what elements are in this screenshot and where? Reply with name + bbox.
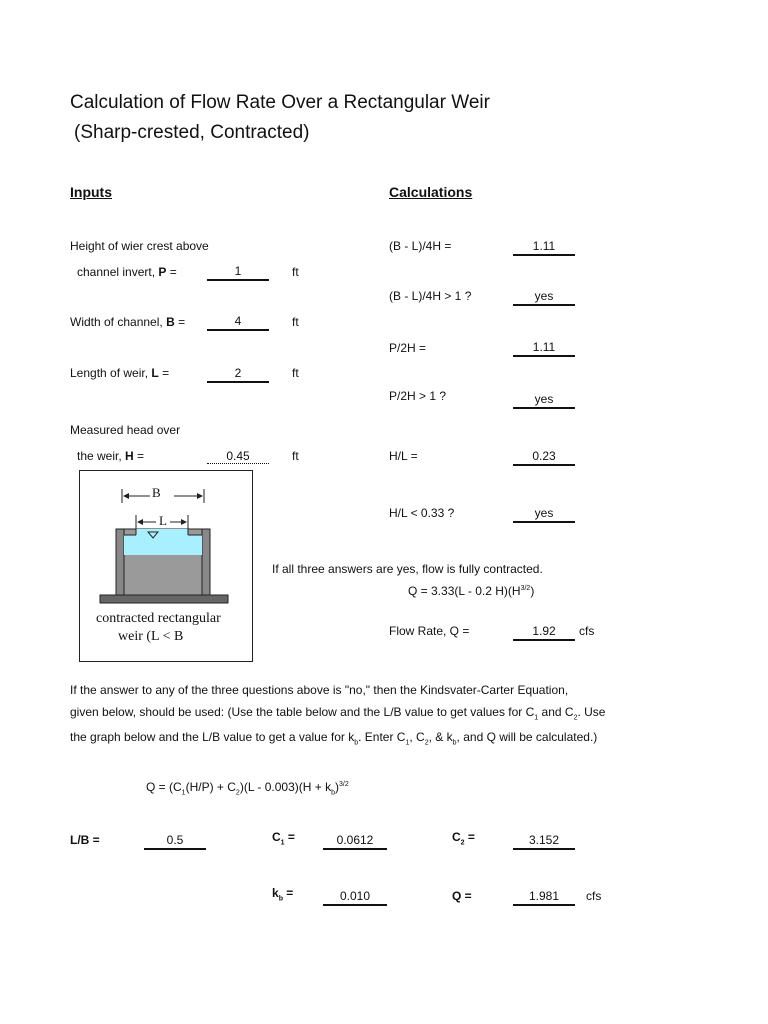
calc-row-3-label: P/2H = [389, 341, 427, 355]
c2-value-field[interactable]: 3.152 [513, 833, 575, 850]
page-title: Calculation of Flow Rate Over a Rectangular Weir [70, 92, 490, 113]
diagram-label-l-text: L [159, 513, 167, 528]
p-unit: ft [292, 265, 299, 279]
kc-equation: $Q = (C_1(H/P) + C_2)(L - 0.003)(H + k_b)^{3/2}$ [146, 780, 349, 797]
b-value-field[interactable]: 4 [207, 314, 269, 331]
q-label: Q = [452, 889, 472, 903]
lb-value-field[interactable]: 0.5 [144, 833, 206, 850]
calc-row-4-label: P/2H > 1 ? [389, 389, 447, 403]
kc-paragraph-line2: given below, should be used: (Use the table below and the L/B value to get values for $C_1$ and $C_2$. Use [70, 705, 606, 722]
calc-row-4-value: yes [513, 392, 575, 409]
inputs-heading: Inputs [70, 184, 112, 200]
kb-label: $k_b$ = [272, 886, 294, 903]
h-label-line1: Measured head over [70, 423, 181, 437]
lb-label: L/B = [70, 833, 100, 847]
p-label-line2: channel invert, P = [77, 265, 177, 279]
l-value-field[interactable]: 2 [207, 366, 269, 383]
calculations-heading: Calculations [389, 184, 473, 200]
contracted-note: If all three answers are yes, flow is fully contracted. [272, 562, 543, 576]
c2-label: $C_2$ = [452, 830, 475, 847]
weir-diagram [79, 470, 253, 662]
diagram-caption-line2: weir (L < B [118, 629, 184, 644]
b-label: Width of channel, B = [70, 315, 186, 329]
flow-rate-label: Flow Rate, Q = [389, 624, 470, 638]
calc-row-1-value: 1.11 [513, 239, 575, 256]
p-value-field[interactable]: 1 [207, 264, 269, 281]
contracted-equation: Q = 3.33(L - 0.2 $H)(H^{3/2})$ [408, 584, 535, 598]
p-label-line1: Height of wier crest above [70, 239, 209, 253]
flow-rate-unit: cfs [579, 624, 595, 638]
flow-rate-value: 1.92 [513, 624, 575, 641]
q-unit: cfs [586, 889, 602, 903]
calc-row-1-label: (B - L)/4H = [389, 239, 452, 253]
kc-paragraph-line3: the graph below and the L/B value to get a value for $k_b$. Enter $C_1$, $C_2$, & $k_b$, and Q will be calculated.) [70, 730, 598, 747]
c1-label: $C_1$ = [272, 830, 295, 847]
c1-value-field[interactable]: 0.0612 [323, 833, 387, 850]
calc-row-5-label: H/L = [389, 449, 418, 463]
calc-row-5-value: 0.23 [513, 449, 575, 466]
h-value-field[interactable]: 0.45 [207, 449, 269, 464]
diagram-label-b-text: B [152, 485, 161, 500]
calc-row-3-value: 1.11 [513, 340, 575, 357]
diagram-caption-line1: contracted rectangular [96, 611, 221, 626]
page-subtitle: (Sharp-crested, Contracted) [74, 122, 310, 143]
l-label: Length of weir, L = [70, 366, 170, 380]
calc-row-6-label: H/L < 0.33 ? [389, 506, 455, 520]
calc-row-2-value: yes [513, 289, 575, 306]
kc-paragraph-line1: If the answer to any of the three questions above is "no," then the Kindsvater-Carter Equation, [70, 683, 569, 697]
q-value: 1.981 [513, 889, 575, 906]
calc-row-2-label: (B - L)/4H > 1 ? [389, 289, 472, 303]
calc-row-6-value: yes [513, 506, 575, 523]
h-unit: ft [292, 449, 299, 463]
b-unit: ft [292, 315, 299, 329]
kb-value-field[interactable]: 0.010 [323, 889, 387, 906]
l-unit: ft [292, 366, 299, 380]
h-label-line2: the weir, H = [77, 449, 145, 463]
